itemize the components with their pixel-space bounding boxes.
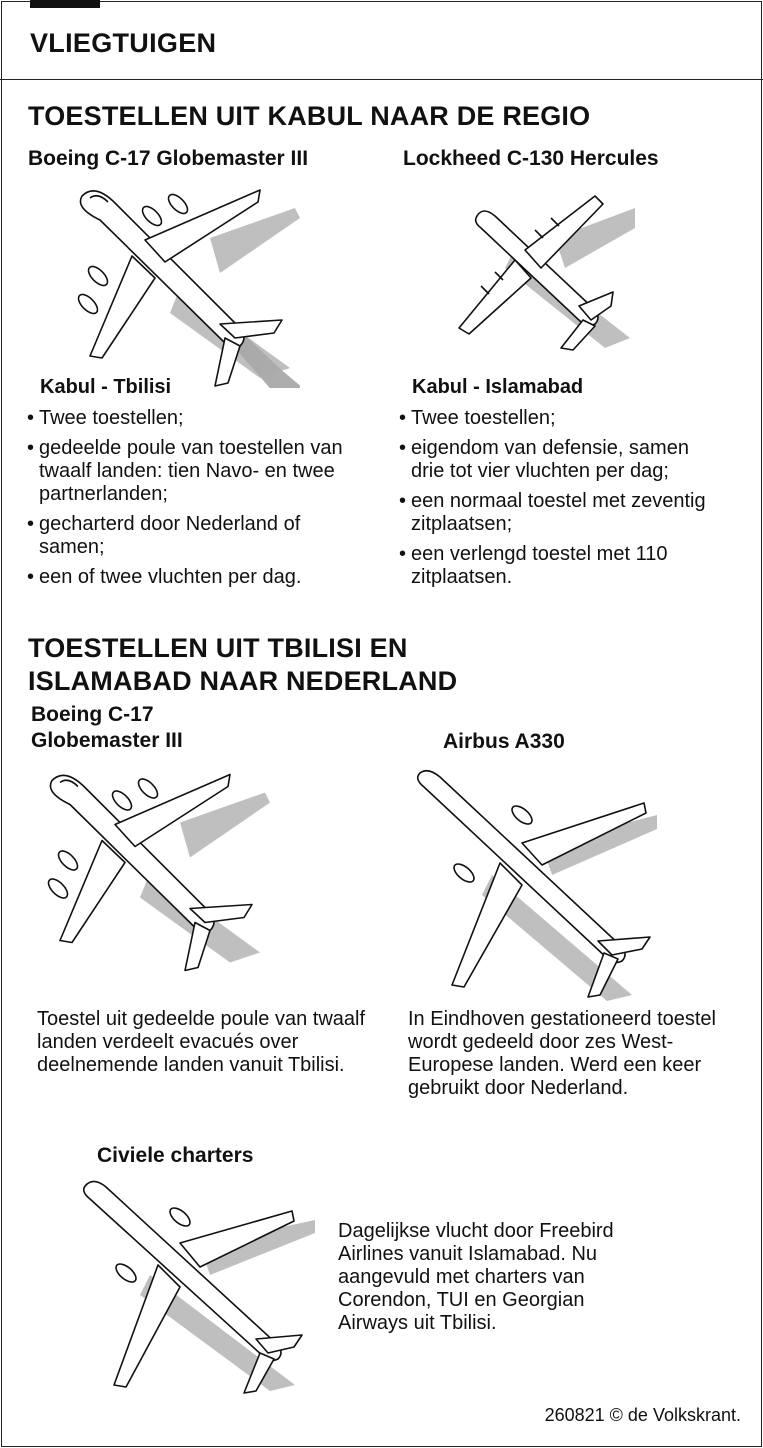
c130-bullet-list [399, 407, 719, 596]
a330-description: In Eindhoven gestationeerd toestel wordt gedeeld door zes West-Europese landen. Werd een keer gebruikt door Nederland. [408, 1008, 716, 1099]
list-item: • gedeelde poule van toestellen van twaalf landen: tien Navo- en twee partnerlanden; [27, 437, 367, 506]
plane-name-c17: Boeing C-17 Globemaster III [28, 147, 309, 170]
c17-plane-icon [30, 760, 270, 975]
plane-name-line: Boeing C-17 [31, 703, 154, 726]
c17-description: Toestel uit gedeelde poule van twaalf landen verdeelt evacués over deelnemende landen vanuit Tbilisi. [37, 1008, 366, 1076]
list-item: • een of twee vluchten per dag. [27, 566, 367, 589]
a330-plane-icon [412, 765, 662, 1005]
c17-plane-icon [60, 178, 300, 388]
list-item: • Twee toestellen; [399, 407, 719, 430]
list-item: • een normaal toestel met zeventig zitplaatsen; [399, 490, 719, 536]
c17-bullet-list [27, 407, 367, 596]
plane-name-charters: Civiele charters [97, 1144, 254, 1167]
section-title-netherlands [28, 632, 457, 698]
charter-plane-icon [80, 1175, 320, 1400]
route-kabul-islamabad: Kabul - Islamabad [412, 376, 584, 398]
route-kabul-tbilisi: Kabul - Tbilisi [40, 376, 172, 398]
list-item: • gecharterd door Nederland of samen; [27, 513, 367, 559]
page-title: VLIEGTUIGEN [30, 28, 217, 58]
section-title-kabul: TOESTELLEN UIT KABUL NAAR DE REGIO [28, 101, 591, 131]
list-item: • een verlengd toestel met 110 zitplaatsen. [399, 543, 719, 589]
plane-name-c130: Lockheed C-130 Hercules [403, 147, 659, 170]
c130-plane-icon [455, 188, 645, 358]
section-title-line: ISLAMABAD NAAR NEDERLAND [28, 666, 458, 696]
plane-name-line: Globemaster III [31, 729, 183, 752]
plane-name-a330: Airbus A330 [443, 730, 565, 753]
list-item: • eigendom van defensie, samen drie tot vier vluchten per dag; [399, 437, 719, 483]
charter-description: Dagelijkse vlucht door Freebird Airlines vanuit Islamabad. Nu aangevuld met charters van Corendon, TUI en Georgian Airways uit Tbilisi. [338, 1220, 614, 1334]
section-title-line: TOESTELLEN UIT TBILISI EN [28, 633, 408, 663]
footer-credit: 260821 © de Volkskrant. [544, 1405, 741, 1425]
header [0, 0, 763, 80]
header-accent-bar [30, 0, 100, 8]
plane-name-c17-second [31, 702, 183, 754]
list-item: • Twee toestellen; [27, 407, 367, 430]
